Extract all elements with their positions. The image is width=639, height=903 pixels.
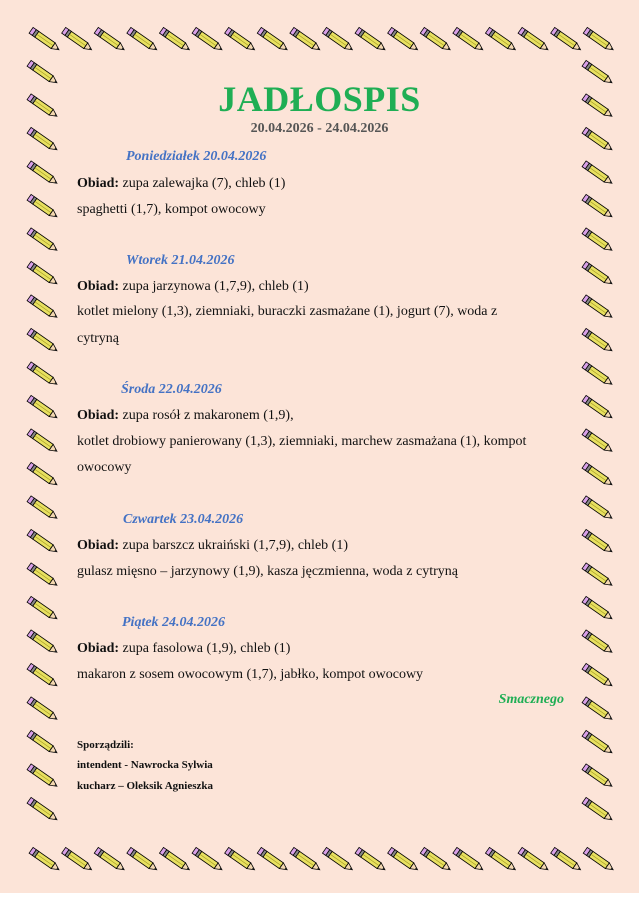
page-title: JADŁOSPIS [218,79,421,119]
main-course-line: spaghetti (1,7), kompot owocowy [77,202,266,217]
main-course-line: owocowy [77,460,132,475]
soup-text: zupa zalewajka (7), chleb (1) [119,176,286,191]
soup-text: zupa jarzynowa (1,7,9), chleb (1) [119,279,309,294]
soup-text: zupa rosół z makaronem (1,9), [119,408,294,423]
day-heading-monday: Poniedziałek 20.04.2026 [126,149,267,164]
signed-intendent: intendent - Nawrocka Sylwia [77,759,213,771]
day-heading-thursday: Czwartek 23.04.2026 [123,512,244,527]
day-heading-friday: Piątek 24.04.2026 [122,615,226,630]
obiad-label: Obiad: [77,408,120,423]
page-bottom-strip [0,893,639,903]
obiad-label: Obiad: [77,176,120,191]
day-heading-tuesday: Wtorek 21.04.2026 [126,253,235,268]
signed-label: Sporządzili: [77,739,134,751]
soup-line-thursday [77,538,348,554]
obiad-label: Obiad: [77,641,120,656]
soup-line-tuesday [77,279,309,295]
signed-cook: kucharz – Oleksik Agnieszka [77,780,213,792]
soup-line-friday [77,641,290,657]
main-course-line: makaron z sosem owocowym (1,7), jabłko, kompot owocowy [77,667,424,682]
soup-line-monday [77,176,285,192]
obiad-label: Obiad: [77,279,120,294]
closing-text: Smacznego [498,692,564,707]
date-range: 20.04.2026 - 24.04.2026 [250,121,389,136]
soup-text: zupa barszcz ukraiński (1,7,9), chleb (1) [119,538,348,553]
main-course-line: cytryną [77,331,119,346]
main-course-line: gulasz mięsno – jarzynowy (1,9), kasza jęczmienna, woda z cytryną [77,564,458,579]
day-heading-wednesday: Środa 22.04.2026 [121,382,222,397]
main-course-line: kotlet mielony (1,3), ziemniaki, buraczki zasmażane (1), jogurt (7), woda z [77,304,498,319]
soup-text: zupa fasolowa (1,9), chleb (1) [119,641,291,656]
obiad-label: Obiad: [77,538,120,553]
soup-line-wednesday [77,408,294,424]
main-course-line: kotlet drobiowy panierowany (1,3), ziemniaki, marchew zasmażana (1), kompot [77,434,527,449]
